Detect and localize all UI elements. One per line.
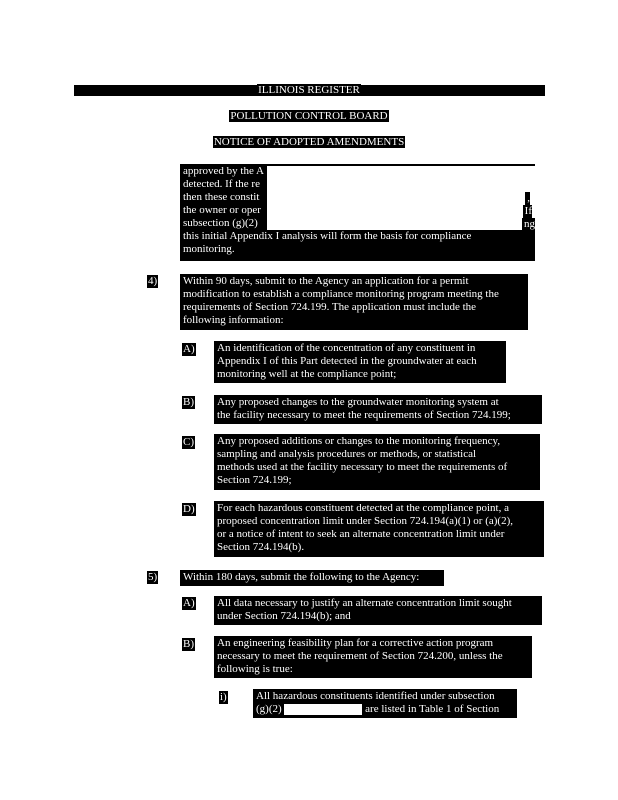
item-line: An engineering feasibility plan for a corrective action program bbox=[217, 637, 494, 649]
intro-paragraph bbox=[180, 164, 535, 261]
item-line: An identification of the concentration of any constituent in bbox=[217, 342, 476, 354]
intro-line: detected. If the re bbox=[183, 178, 260, 190]
item-4-text bbox=[180, 274, 528, 330]
item-marker: 4) bbox=[148, 275, 158, 287]
intro-line: the owner or oper bbox=[183, 204, 261, 216]
intro-line: this initial Appendix I analysis will form the basis for compliance bbox=[183, 230, 472, 242]
item-marker: D) bbox=[183, 503, 195, 515]
item-5a-text bbox=[214, 596, 542, 625]
item-marker: B) bbox=[183, 638, 194, 650]
item-line: sampling and analysis procedures or methods, or statistical bbox=[217, 448, 477, 460]
intro-line: then these constit bbox=[183, 191, 260, 203]
intro-fragment: ng bbox=[524, 218, 535, 230]
item-c-text bbox=[214, 434, 540, 490]
item-line: Any proposed additions or changes to the monitoring frequency, bbox=[217, 435, 501, 447]
item-marker: 5) bbox=[148, 571, 158, 583]
item-line: Within 90 days, submit to the Agency an application for a permit bbox=[183, 275, 469, 287]
item-line-part: are listed in Table 1 of Section bbox=[365, 703, 500, 715]
item-line: methods used at the facility necessary to meet the requirements of bbox=[217, 461, 508, 473]
item-marker: A) bbox=[183, 597, 195, 609]
item-line: Section 724.199; bbox=[217, 474, 292, 486]
item-d-text bbox=[214, 501, 544, 557]
intro-line: monitoring. bbox=[183, 243, 235, 255]
item-line: following is true: bbox=[217, 663, 293, 675]
item-line-part: (g)(2) bbox=[256, 703, 282, 715]
item-line: Within 180 days, submit the following to the Agency: bbox=[183, 571, 420, 583]
item-line: Section 724.194(b). bbox=[217, 541, 305, 553]
item-line: All hazardous constituents identified under subsection bbox=[256, 690, 495, 702]
item-line: Any proposed changes to the groundwater monitoring system at bbox=[217, 396, 499, 408]
item-5b-text bbox=[214, 636, 532, 678]
redaction-box bbox=[267, 166, 535, 230]
item-5-text bbox=[180, 570, 444, 586]
item-line: For each hazardous constituent detected at the compliance point, a bbox=[217, 502, 509, 514]
item-line: the facility necessary to meet the requirements of Section 724.199; bbox=[217, 409, 511, 421]
item-line: following information: bbox=[183, 314, 284, 326]
item-line: monitoring well at the compliance point; bbox=[217, 368, 397, 380]
board-title bbox=[0, 110, 618, 123]
item-i-text bbox=[253, 689, 517, 718]
item-line: necessary to meet the requirement of Section 724.200, unless the bbox=[217, 650, 503, 662]
item-a-text bbox=[214, 341, 506, 383]
notice-title bbox=[0, 136, 618, 149]
intro-line: subsection (g)(2) bbox=[183, 217, 258, 229]
item-line: modification to establish a compliance monitoring program meeting the bbox=[183, 288, 499, 300]
redaction-box bbox=[284, 704, 362, 715]
item-line bbox=[256, 703, 514, 716]
item-line: Appendix I of this Part detected in the groundwater at each bbox=[217, 355, 477, 367]
item-marker: A) bbox=[183, 343, 195, 355]
intro-fragment: , bbox=[527, 192, 530, 204]
item-marker: C) bbox=[183, 436, 194, 448]
board-title-text: POLLUTION CONTROL BOARD bbox=[230, 110, 388, 122]
intro-line: approved by the A bbox=[183, 165, 264, 177]
notice-title-text: NOTICE OF ADOPTED AMENDMENTS bbox=[213, 136, 405, 148]
item-line: or a notice of intent to seek an alternate concentration limit under bbox=[217, 528, 505, 540]
item-marker: i) bbox=[220, 691, 227, 703]
item-line: All data necessary to justify an alternate concentration limit sought bbox=[217, 597, 512, 609]
item-line: requirements of Section 724.199. The application must include the bbox=[183, 301, 477, 313]
register-title-text: ILLINOIS REGISTER bbox=[258, 84, 360, 96]
register-title bbox=[0, 84, 618, 97]
item-line: under Section 724.194(b); and bbox=[217, 610, 351, 622]
item-line: proposed concentration limit under Section 724.194(a)(1) or (a)(2), bbox=[217, 515, 513, 527]
intro-fragment: If bbox=[524, 205, 532, 217]
item-b-text bbox=[214, 395, 542, 424]
item-marker: B) bbox=[183, 396, 194, 408]
